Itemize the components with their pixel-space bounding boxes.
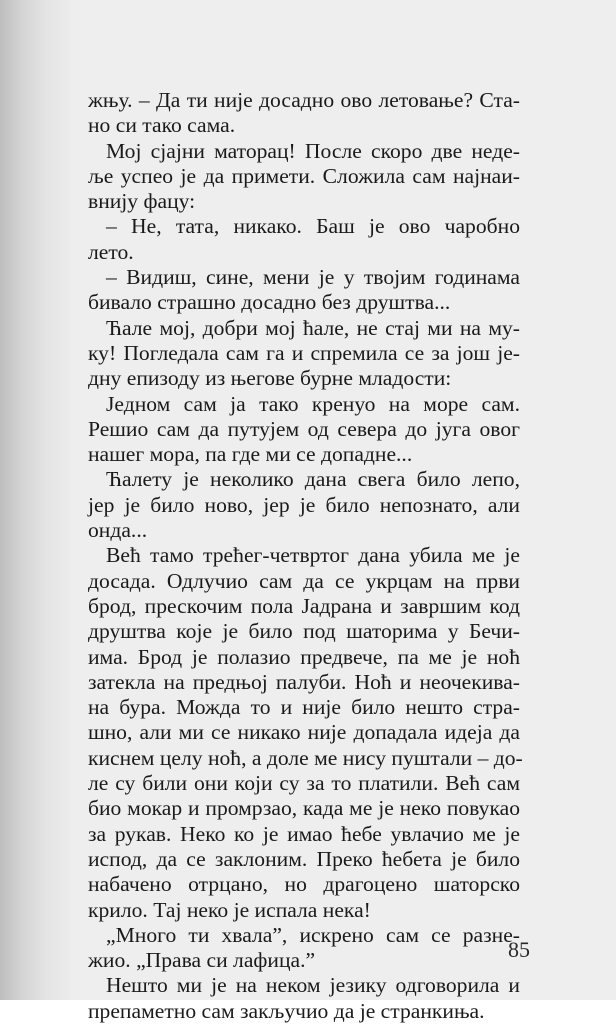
text-line: внију фацу: bbox=[88, 189, 196, 214]
text-line: но си тако сама. bbox=[88, 113, 236, 138]
page-number: 85 bbox=[508, 937, 530, 962]
text-line: ле су били они који су за то платили. Већ сам bbox=[88, 771, 520, 796]
text-line: Мој сјајни маторац! После скоро две неде- bbox=[106, 138, 520, 163]
text-line: брод, прескочим пола Јадрана и завршим код bbox=[88, 593, 520, 618]
text-line: био мокар и промрзао, када ме је неко повукао bbox=[88, 796, 520, 821]
text-line: ку! Погледала сам га и спремила се за још је- bbox=[88, 340, 520, 365]
text-line: ље успео је да примети. Сложила сам најнаи- bbox=[88, 163, 520, 188]
text-line: киснем целу ноћ, а доле ме нису пуштали – до- bbox=[88, 745, 523, 770]
text-line: онда... bbox=[88, 518, 148, 543]
text-line: за рукав. Неко ко је имао ћебе увлачио ме је bbox=[88, 821, 520, 846]
text-line: дну епизоду из његове бурне младости: bbox=[88, 366, 452, 391]
text-line: на бура. Можда то и није било нешто стра- bbox=[88, 695, 520, 720]
text-line: Ћалету је неколико дана свега било лепо, bbox=[106, 467, 520, 492]
text-line: јер је било ново, јер је било непознато, али bbox=[88, 492, 520, 517]
text-line: затекла на предњој палуби. Ноћ и неочекива- bbox=[88, 669, 520, 694]
text-line: бивало страшно досадно без друштва... bbox=[88, 290, 451, 315]
text-line: набачено отрцано, но драгоцено шаторско bbox=[88, 872, 520, 897]
text-line: досада. Одлучио сам да се укрцам на први bbox=[88, 568, 520, 593]
body-text bbox=[88, 88, 523, 1024]
text-line: „Много ти хвала”, искрено сам се разне- bbox=[106, 922, 520, 947]
page-gutter-shadow bbox=[0, 0, 70, 1000]
text-line: жњу. – Да ти није досадно ово летовање? Ста- bbox=[88, 88, 520, 112]
text-line: Једном сам ја тако кренуо на море сам. bbox=[106, 391, 520, 416]
text-line: крило. Тај неко је испала нека! bbox=[88, 897, 371, 922]
text-line: Већ тамо трећег-четвртог дана убила ме је bbox=[106, 543, 520, 568]
text-line: Ћале мој, добри мој ћале, не стај ми на му- bbox=[106, 315, 520, 340]
text-line: Решио сам да путујем од севера до југа овог bbox=[88, 416, 520, 441]
text-line: испод, да се заклоним. Преко ћебета је било bbox=[88, 846, 520, 871]
text-line: лето. bbox=[88, 239, 134, 264]
text-line: нашег мора, па где ми се допадне... bbox=[88, 442, 413, 467]
text-line: – Видиш, сине, мени је у твојим годинама bbox=[106, 265, 520, 290]
text-line: има. Брод је полазио предвече, па ме је ноћ bbox=[88, 644, 520, 669]
text-line: – Не, тата, никако. Баш је ово чаробно bbox=[106, 214, 520, 239]
text-line: препаметно сам закључио да је странкиња. bbox=[88, 998, 485, 1023]
text-line: друштва које је било под шаторима у Бечи- bbox=[88, 619, 520, 644]
text-line: шно, али ми се никако није допадала идеја да bbox=[88, 720, 520, 745]
text-line: Нешто ми је на неком језику одговорила и bbox=[106, 973, 520, 998]
text-line: жио. „Права си лафица.” bbox=[88, 948, 316, 973]
